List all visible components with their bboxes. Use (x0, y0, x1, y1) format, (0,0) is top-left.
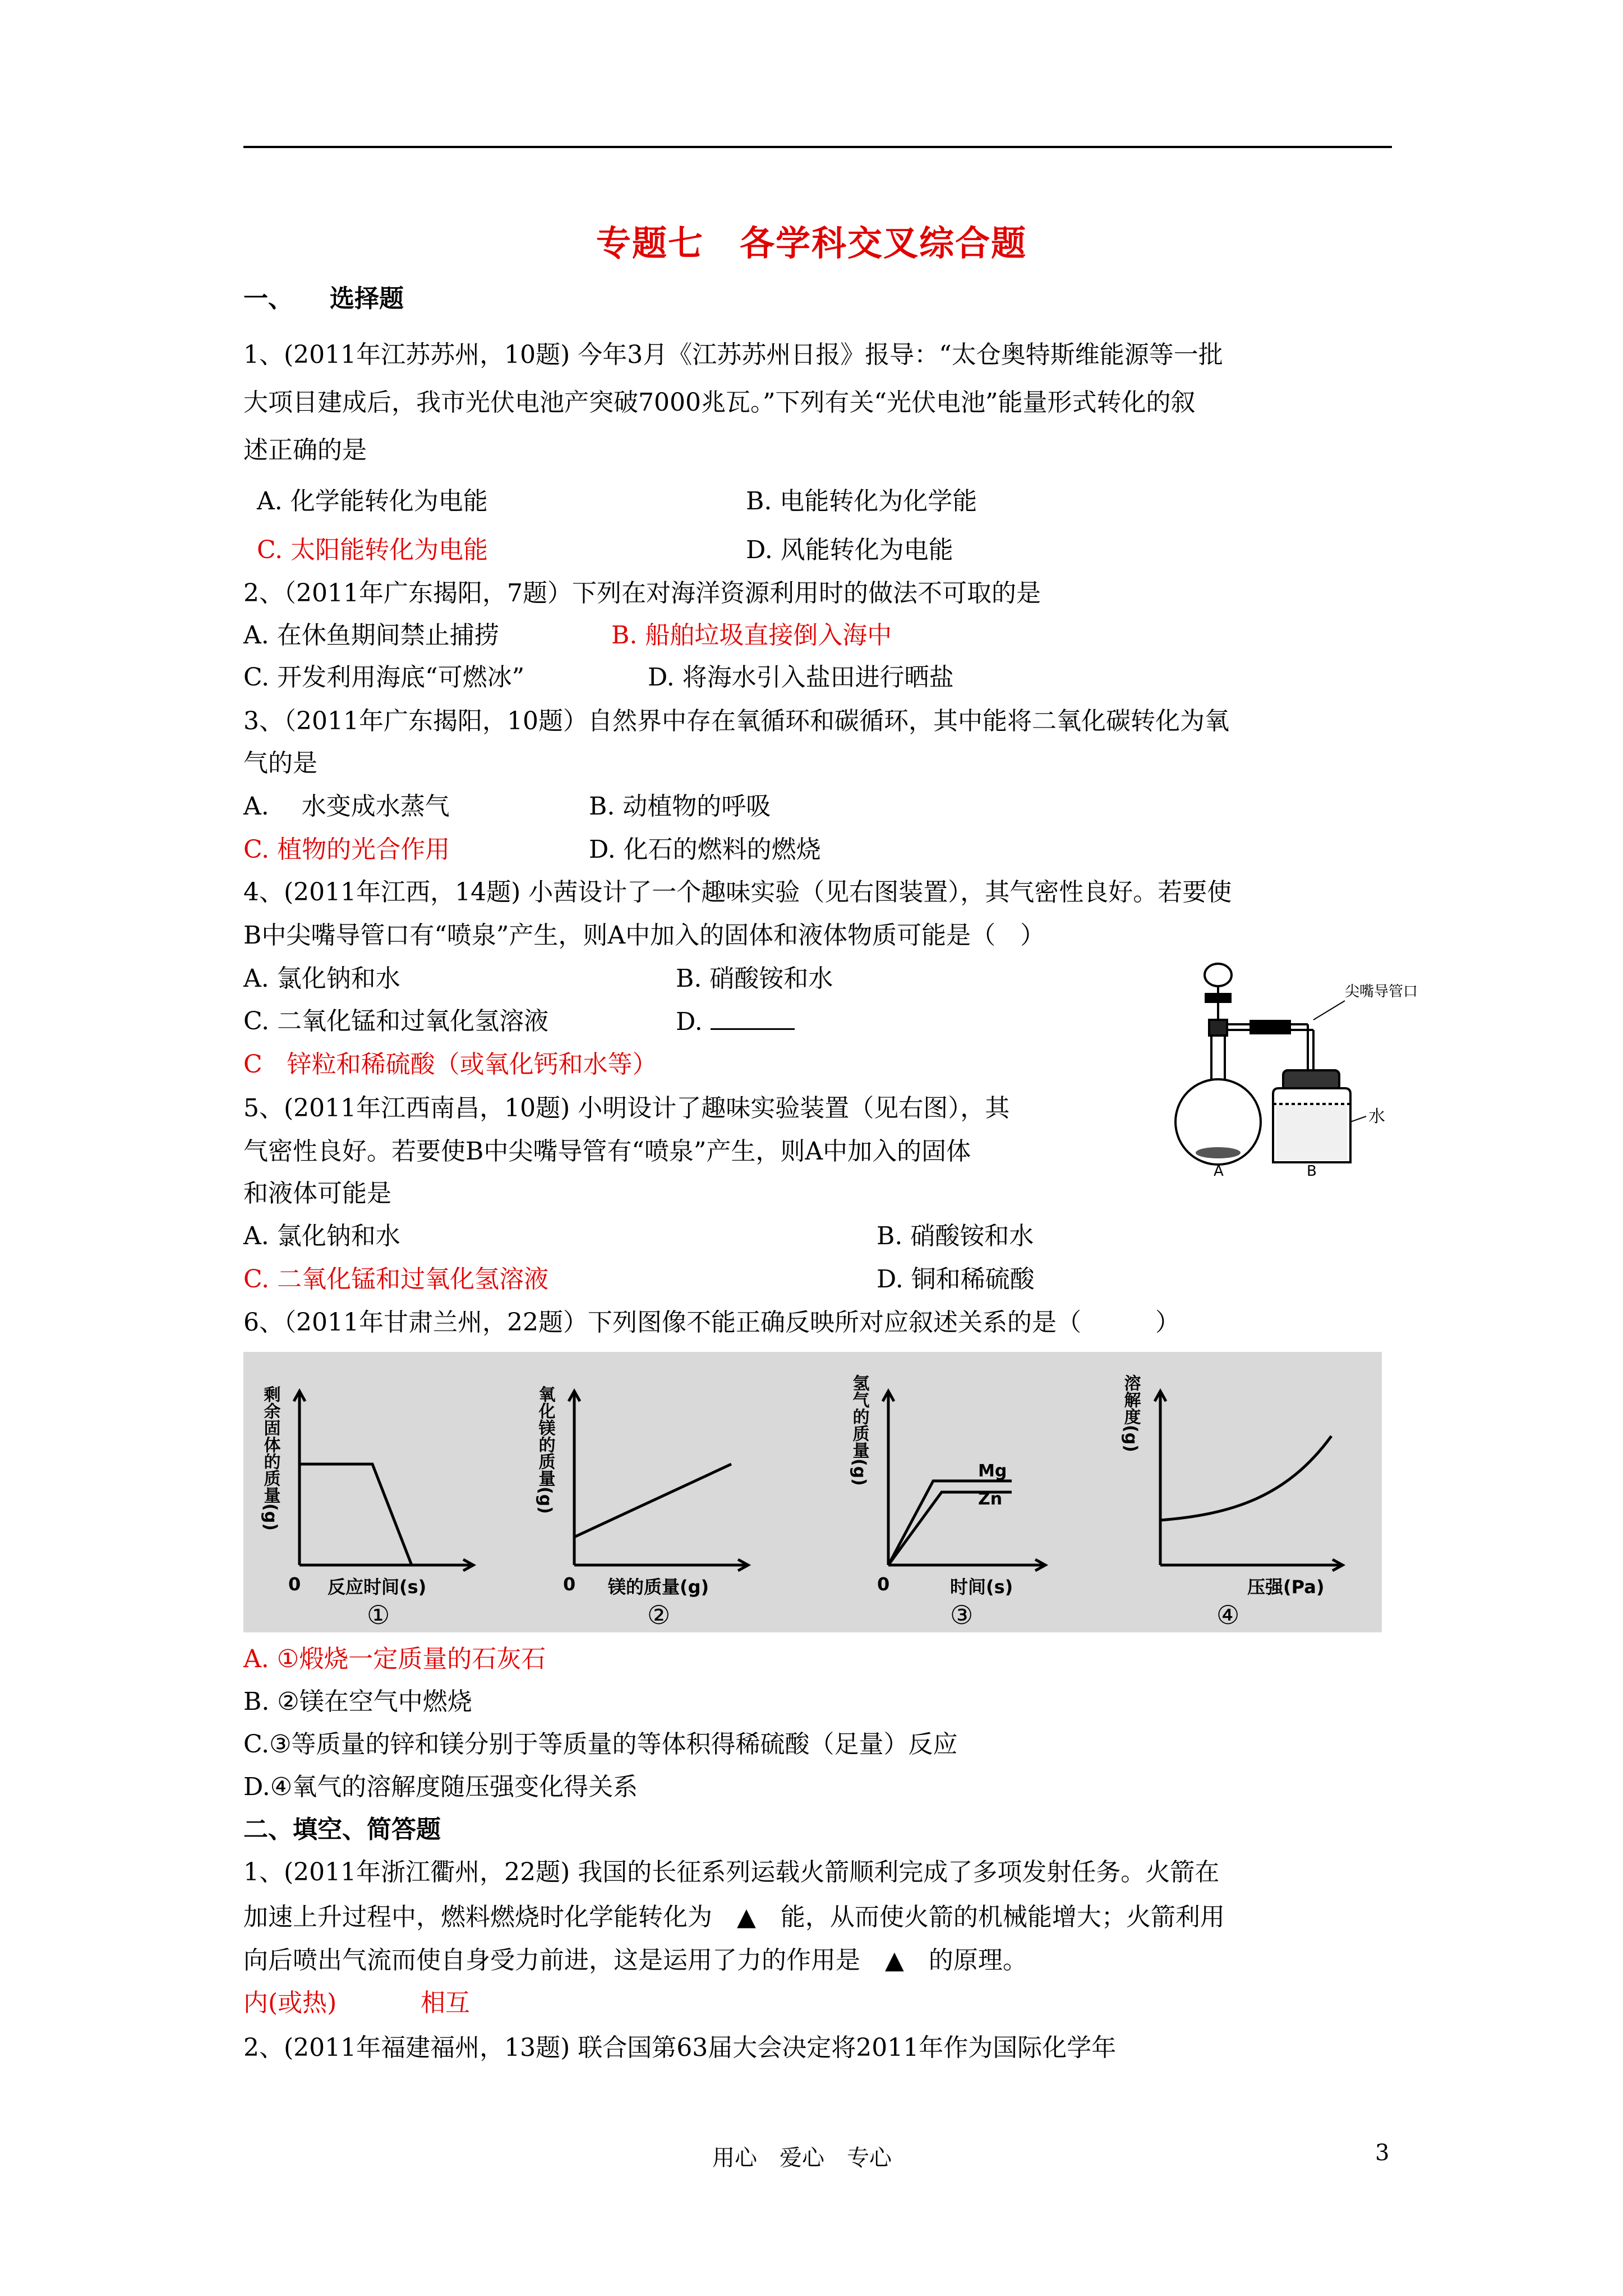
q1-option-b: B. 电能转化为化学能 (746, 487, 978, 516)
q6-option-b: B. ②镁在空气中燃烧 (243, 1687, 472, 1716)
q5-option-b: B. 硝酸铵和水 (877, 1222, 1034, 1250)
graph2-origin: 0 (563, 1573, 576, 1595)
apparatus-label-water: 水 (1368, 1107, 1385, 1126)
q4-answer-blank (711, 1006, 795, 1030)
graph1-y-label: 剩余固体的质量(g) (260, 1386, 280, 1531)
graph1-number: ① (367, 1600, 390, 1630)
page-number: 3 (1375, 2140, 1390, 2166)
q6-option-c: C.③等质量的锌和镁分别于等质量的等体积得稀硫酸（足量）反应 (243, 1730, 958, 1759)
q5-line2: 气密性良好。若要使B中尖嘴导管有“喷泉”产生，则A中加入的固体 (243, 1137, 971, 1166)
q4-option-a: A. 氯化钠和水 (243, 964, 400, 993)
q6-option-d: D.④氧气的溶解度随压强变化得关系 (243, 1773, 638, 1801)
graph4-x-label: 压强(Pa) (1247, 1576, 1325, 1598)
q4-line1: 4、(2011年江西，14题) 小茜设计了一个趣味实验（见右图装置），其气密性良好。若要使 (243, 878, 1232, 907)
apparatus-label-b: B (1307, 1163, 1317, 1178)
q1-option-c-answer: C. 太阳能转化为电能 (257, 536, 488, 564)
f1-answer-1: 内(或热) (243, 1989, 337, 2017)
apparatus-label-a: A (1214, 1163, 1224, 1178)
q2-option-b-answer: B. 船舶垃圾直接倒入海中 (611, 621, 892, 650)
graph4-y-label: 溶解度(g) (1121, 1374, 1141, 1452)
q4-option-c: C. 二氧化锰和过氧化氢溶液 (243, 1007, 549, 1036)
graph3-series-zn: Zn (978, 1489, 1003, 1509)
q2-option-d: D. 将海水引入盐田进行晒盐 (648, 663, 954, 692)
q1-option-a: A. 化学能转化为电能 (257, 487, 488, 516)
header-rule (243, 146, 1392, 148)
footer-motto: 用心 爱心 专心 (712, 2145, 892, 2171)
graph3-x-label: 时间(s) (950, 1576, 1013, 1598)
q1-line2: 大项目建成后，我市光伏电池产突破7000兆瓦。”下列有关“光伏电池”能量形式转化的叙 (243, 388, 1196, 417)
graph1-origin: 0 (288, 1573, 301, 1595)
q1-line3: 述正确的是 (243, 436, 367, 464)
graph2-y-label: 氧化镁的质量(g) (535, 1386, 555, 1514)
q3-option-a: A. 水变成水蒸气 (243, 792, 450, 821)
section-heading-fill: 二、填空、简答题 (243, 1815, 441, 1844)
q5-option-c-answer: C. 二氧化锰和过氧化氢溶液 (243, 1265, 549, 1294)
f1-line1: 1、(2011年浙江衢州，22题) 我国的长征系列运载火箭顺利完成了多项发射任务。火箭在 (243, 1858, 1220, 1887)
q1-line1: 1、(2011年江苏苏州，10题) 今年3月《江苏苏州日报》报导：“太仓奥特斯维能源等一批 (243, 341, 1223, 369)
q5-line3: 和液体可能是 (243, 1179, 391, 1208)
graph2-x-label: 镁的质量(g) (608, 1576, 709, 1598)
q5-option-a: A. 氯化钠和水 (243, 1222, 400, 1250)
graph3-number: ③ (950, 1600, 974, 1630)
f1-line3: 向后喷出气流而使自身受力前进，这是运用了力的作用是 ▲ 的原理。 (243, 1946, 1027, 1975)
graph2-number: ② (647, 1600, 671, 1630)
apparatus-label-nozzle: 尖嘴导管口 (1345, 983, 1418, 1000)
page-title: 专题七 各学科交叉综合题 (596, 223, 1027, 264)
graph1-x-label: 反应时间(s) (328, 1576, 427, 1598)
section-heading-choice: 一、 选择题 (243, 284, 404, 313)
graph4-number: ④ (1216, 1600, 1240, 1630)
q2-option-c: C. 开发利用海底“可燃冰” (243, 663, 525, 692)
q4-option-b: B. 硝酸铵和水 (676, 964, 833, 993)
q3-option-d: D. 化石的燃料的燃烧 (589, 835, 821, 864)
q5-line1: 5、(2011年江西南昌，10题) 小明设计了趣味实验装置（见右图），其 (243, 1094, 1010, 1122)
q3-option-b: B. 动植物的呼吸 (589, 792, 771, 821)
q6-option-a-answer: A. ①煅烧一定质量的石灰石 (243, 1645, 546, 1673)
f2-line1: 2、(2011年福建福州，13题) 联合国第63届大会决定将2011年作为国际化学年 (243, 2033, 1117, 2062)
q4-option-d (676, 1006, 795, 1038)
graph3-series-mg: Mg (978, 1461, 1007, 1481)
q4-option-d-label: D. (676, 1007, 703, 1036)
graph3-y-label: 氢气的质量(g) (849, 1374, 869, 1486)
q6-line1: 6、（2011年甘肃兰州，22题）下列图像不能正确反映所对应叙述关系的是（ ） (243, 1308, 1180, 1337)
graph3-origin: 0 (877, 1573, 890, 1595)
f1-answer-2: 相互 (421, 1989, 470, 2017)
q4-answer: C 锌粒和稀硫酸（或氧化钙和水等） (243, 1050, 657, 1079)
q2-option-a: A. 在休鱼期间禁止捕捞 (243, 621, 499, 650)
q3-option-c-answer: C. 植物的光合作用 (243, 835, 450, 864)
q3-line1: 3、（2011年广东揭阳，10题）自然界中存在氧循环和碳循环，其中能将二氧化碳转化为氧 (243, 707, 1229, 735)
q1-option-d: D. 风能转化为电能 (746, 536, 953, 564)
q6-graphs-figure (243, 1352, 1382, 1632)
f1-line2: 加速上升过程中，燃料燃烧时化学能转化为 ▲ 能，从而使火箭的机械能增大；火箭利用 (243, 1903, 1225, 1931)
apparatus-figure (1166, 954, 1447, 1178)
q5-option-d: D. 铜和稀硫酸 (877, 1265, 1035, 1294)
q3-line2: 气的是 (243, 749, 317, 777)
q4-line2: B中尖嘴导管口有“喷泉”产生，则A中加入的固体和液体物质可能是（ ） (243, 921, 1045, 950)
q2-line1: 2、（2011年广东揭阳，7题）下列在对海洋资源利用时的做法不可取的是 (243, 579, 1041, 608)
